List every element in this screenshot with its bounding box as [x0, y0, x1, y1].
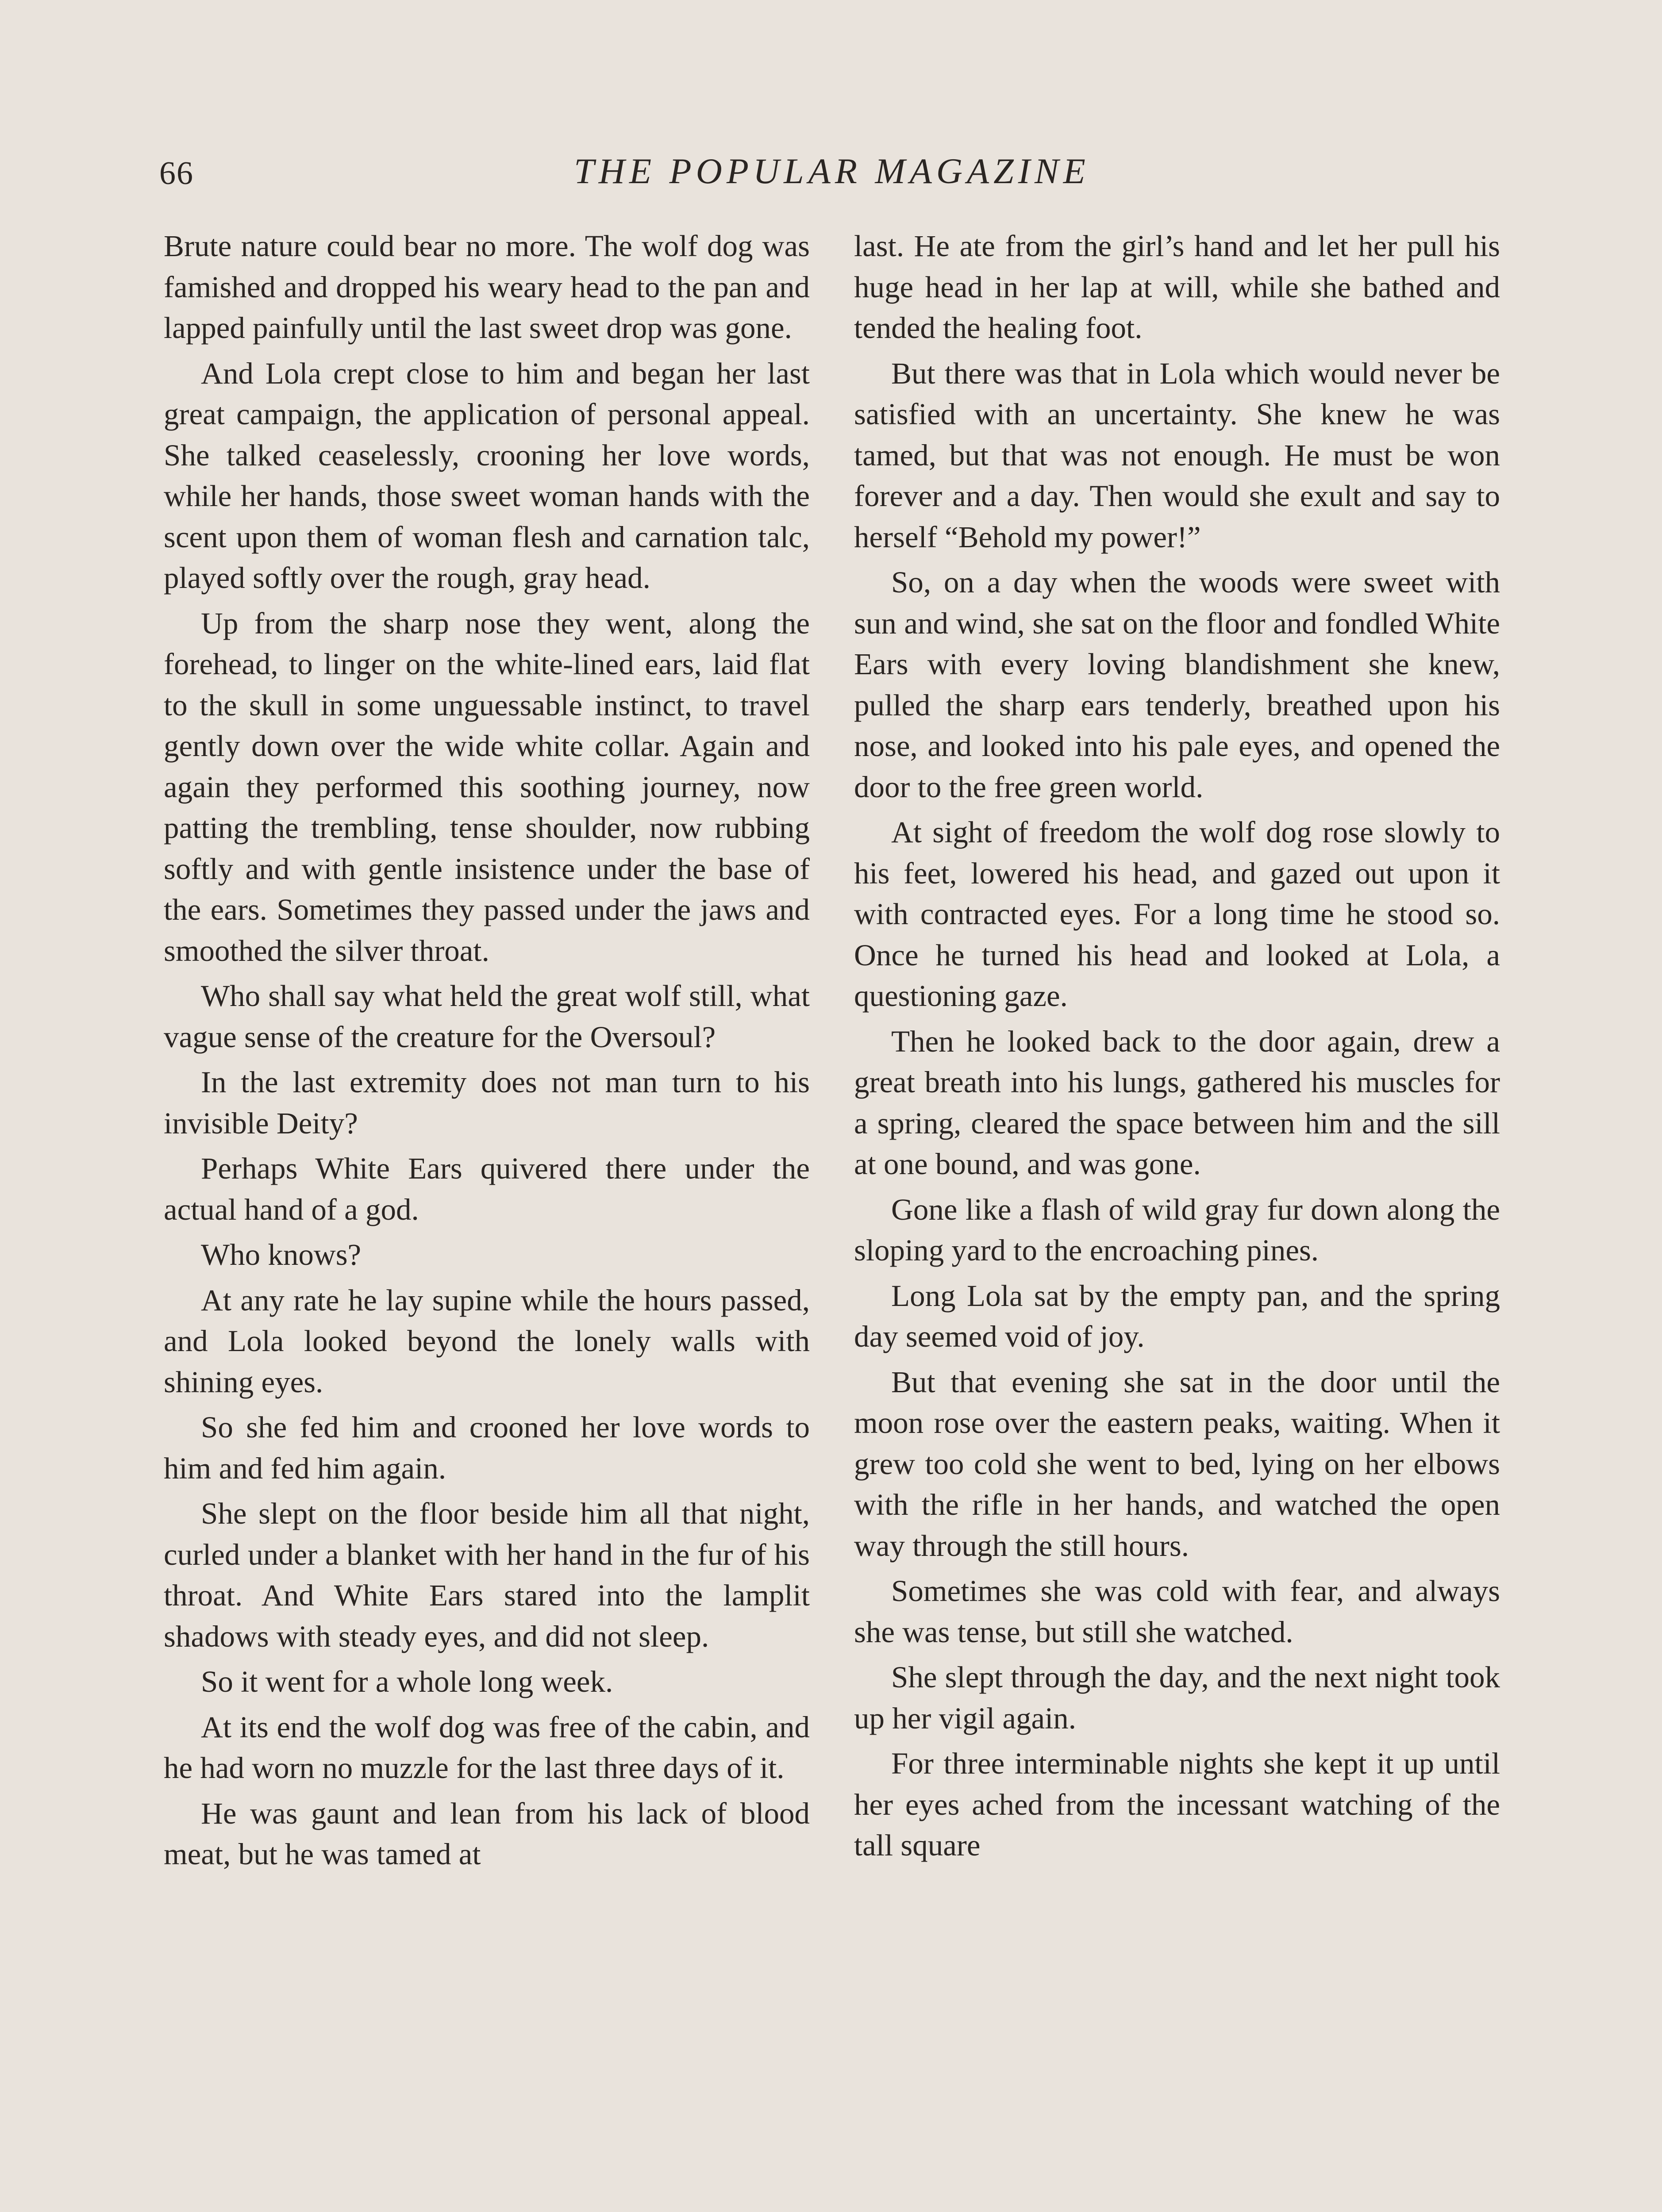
paragraph: But there was that in Lola which would never be satisfied with an uncertainty. She knew he was tamed, but that was not enough. He must be won forever and a day. Then would she exult and say to herself “Behold my power!”	[854, 356, 1500, 554]
paragraph: In the last extremity does not man turn to his invisible Deity?	[164, 1065, 810, 1140]
right-text-column	[854, 226, 1500, 2212]
paragraph: At sight of freedom the wolf dog rose slowly to his feet, lowered his head, and gazed out upon it with contracted eyes. For a long time he stood so. Once he turned his head and looked at Lola, a questioning gaze.	[854, 815, 1500, 1013]
paragraph: Perhaps White Ears quivered there under the actual hand of a god.	[164, 1152, 810, 1226]
paragraph: So it went for a whole long week.	[201, 1665, 613, 1698]
paragraph: At any rate he lay supine while the hours passed, and Lola looked beyond the lonely walls with shining eyes.	[164, 1283, 810, 1399]
page-number: 66	[159, 155, 194, 192]
paragraph: So, on a day when the woods were sweet with sun and wind, she sat on the floor and fondled White Ears with every loving blandishment she knew, pulled the sharp ears tenderly, breathed upon his nose, and looked into his pale eyes, and opened the door to the free green world.	[854, 565, 1500, 804]
paragraph: And Lola crept close to him and began her last great campaign, the application of personal appeal. She talked ceaselessly, crooning her love words, while her hands, those sweet woman hands with the scent upon them of woman flesh and carnation talc, played softly over the rough, gray head.	[164, 356, 810, 595]
paragraph: Gone like a flash of wild gray fur down along the sloping yard to the encroaching pines.	[854, 1192, 1500, 1267]
page-header	[159, 146, 1504, 204]
left-text-column	[164, 226, 810, 2212]
paragraph: For three interminable nights she kept it up until her eyes ached from the incessant watching of the tall square	[854, 1747, 1500, 1862]
paragraph: She slept through the day, and the next night took up her vigil again.	[854, 1660, 1500, 1735]
paragraph: Up from the sharp nose they went, along the forehead, to linger on the white-lined ears, laid flat to the skull in some unguessable instinct, to travel gently down over the wide white collar. Again and again they performed this soothing journey, now patting the trembling, tense shoulder, now rubbing softly and with gentle insistence under the base of the ears. Sometimes they passed under the jaws and smoothed the silver throat.	[164, 606, 810, 968]
paragraph: She slept on the floor beside him all that night, curled under a blanket with her hand in the fur of his throat. And White Ears stared into the lamplit shadows with steady eyes, and did not sleep.	[164, 1497, 810, 1653]
paragraph: At its end the wolf dog was free of the cabin, and he had worn no muzzle for the last three days of it.	[164, 1710, 810, 1785]
paragraph: So she fed him and crooned her love words to him and fed him again.	[164, 1410, 810, 1485]
paragraph: He was gaunt and lean from his lack of blood meat, but he was tamed at	[164, 1796, 810, 1871]
paragraph: But that evening she sat in the door until the moon rose over the eastern peaks, waiting. When it grew too cold she went to bed, lying on her elbows with the rifle in her hands, and watched the open way through the still hours.	[854, 1365, 1500, 1563]
paragraph: Long Lola sat by the empty pan, and the spring day seemed void of joy.	[854, 1279, 1500, 1353]
paragraph: Who knows?	[201, 1238, 362, 1271]
paragraph: Brute nature could bear no more. The wolf dog was famished and dropped his weary head to the pan and lapped painfully until the last sweet drop was gone.	[164, 229, 810, 345]
running-title: THE POPULAR MAGAZINE	[574, 151, 1090, 191]
paragraph: Then he looked back to the door again, drew a great breath into his lungs, gathered his muscles for a spring, cleared the space between him and the sill at one bound, and was gone.	[854, 1024, 1500, 1181]
paragraph: last. He ate from the girl’s hand and let her pull his huge head in her lap at will, while she bathed and tended the healing foot.	[854, 229, 1500, 345]
paragraph: Who shall say what held the great wolf still, what vague sense of the creature for the Oversoul?	[164, 979, 810, 1054]
paragraph: Sometimes she was cold with fear, and always she was tense, but still she watched.	[854, 1574, 1500, 1649]
